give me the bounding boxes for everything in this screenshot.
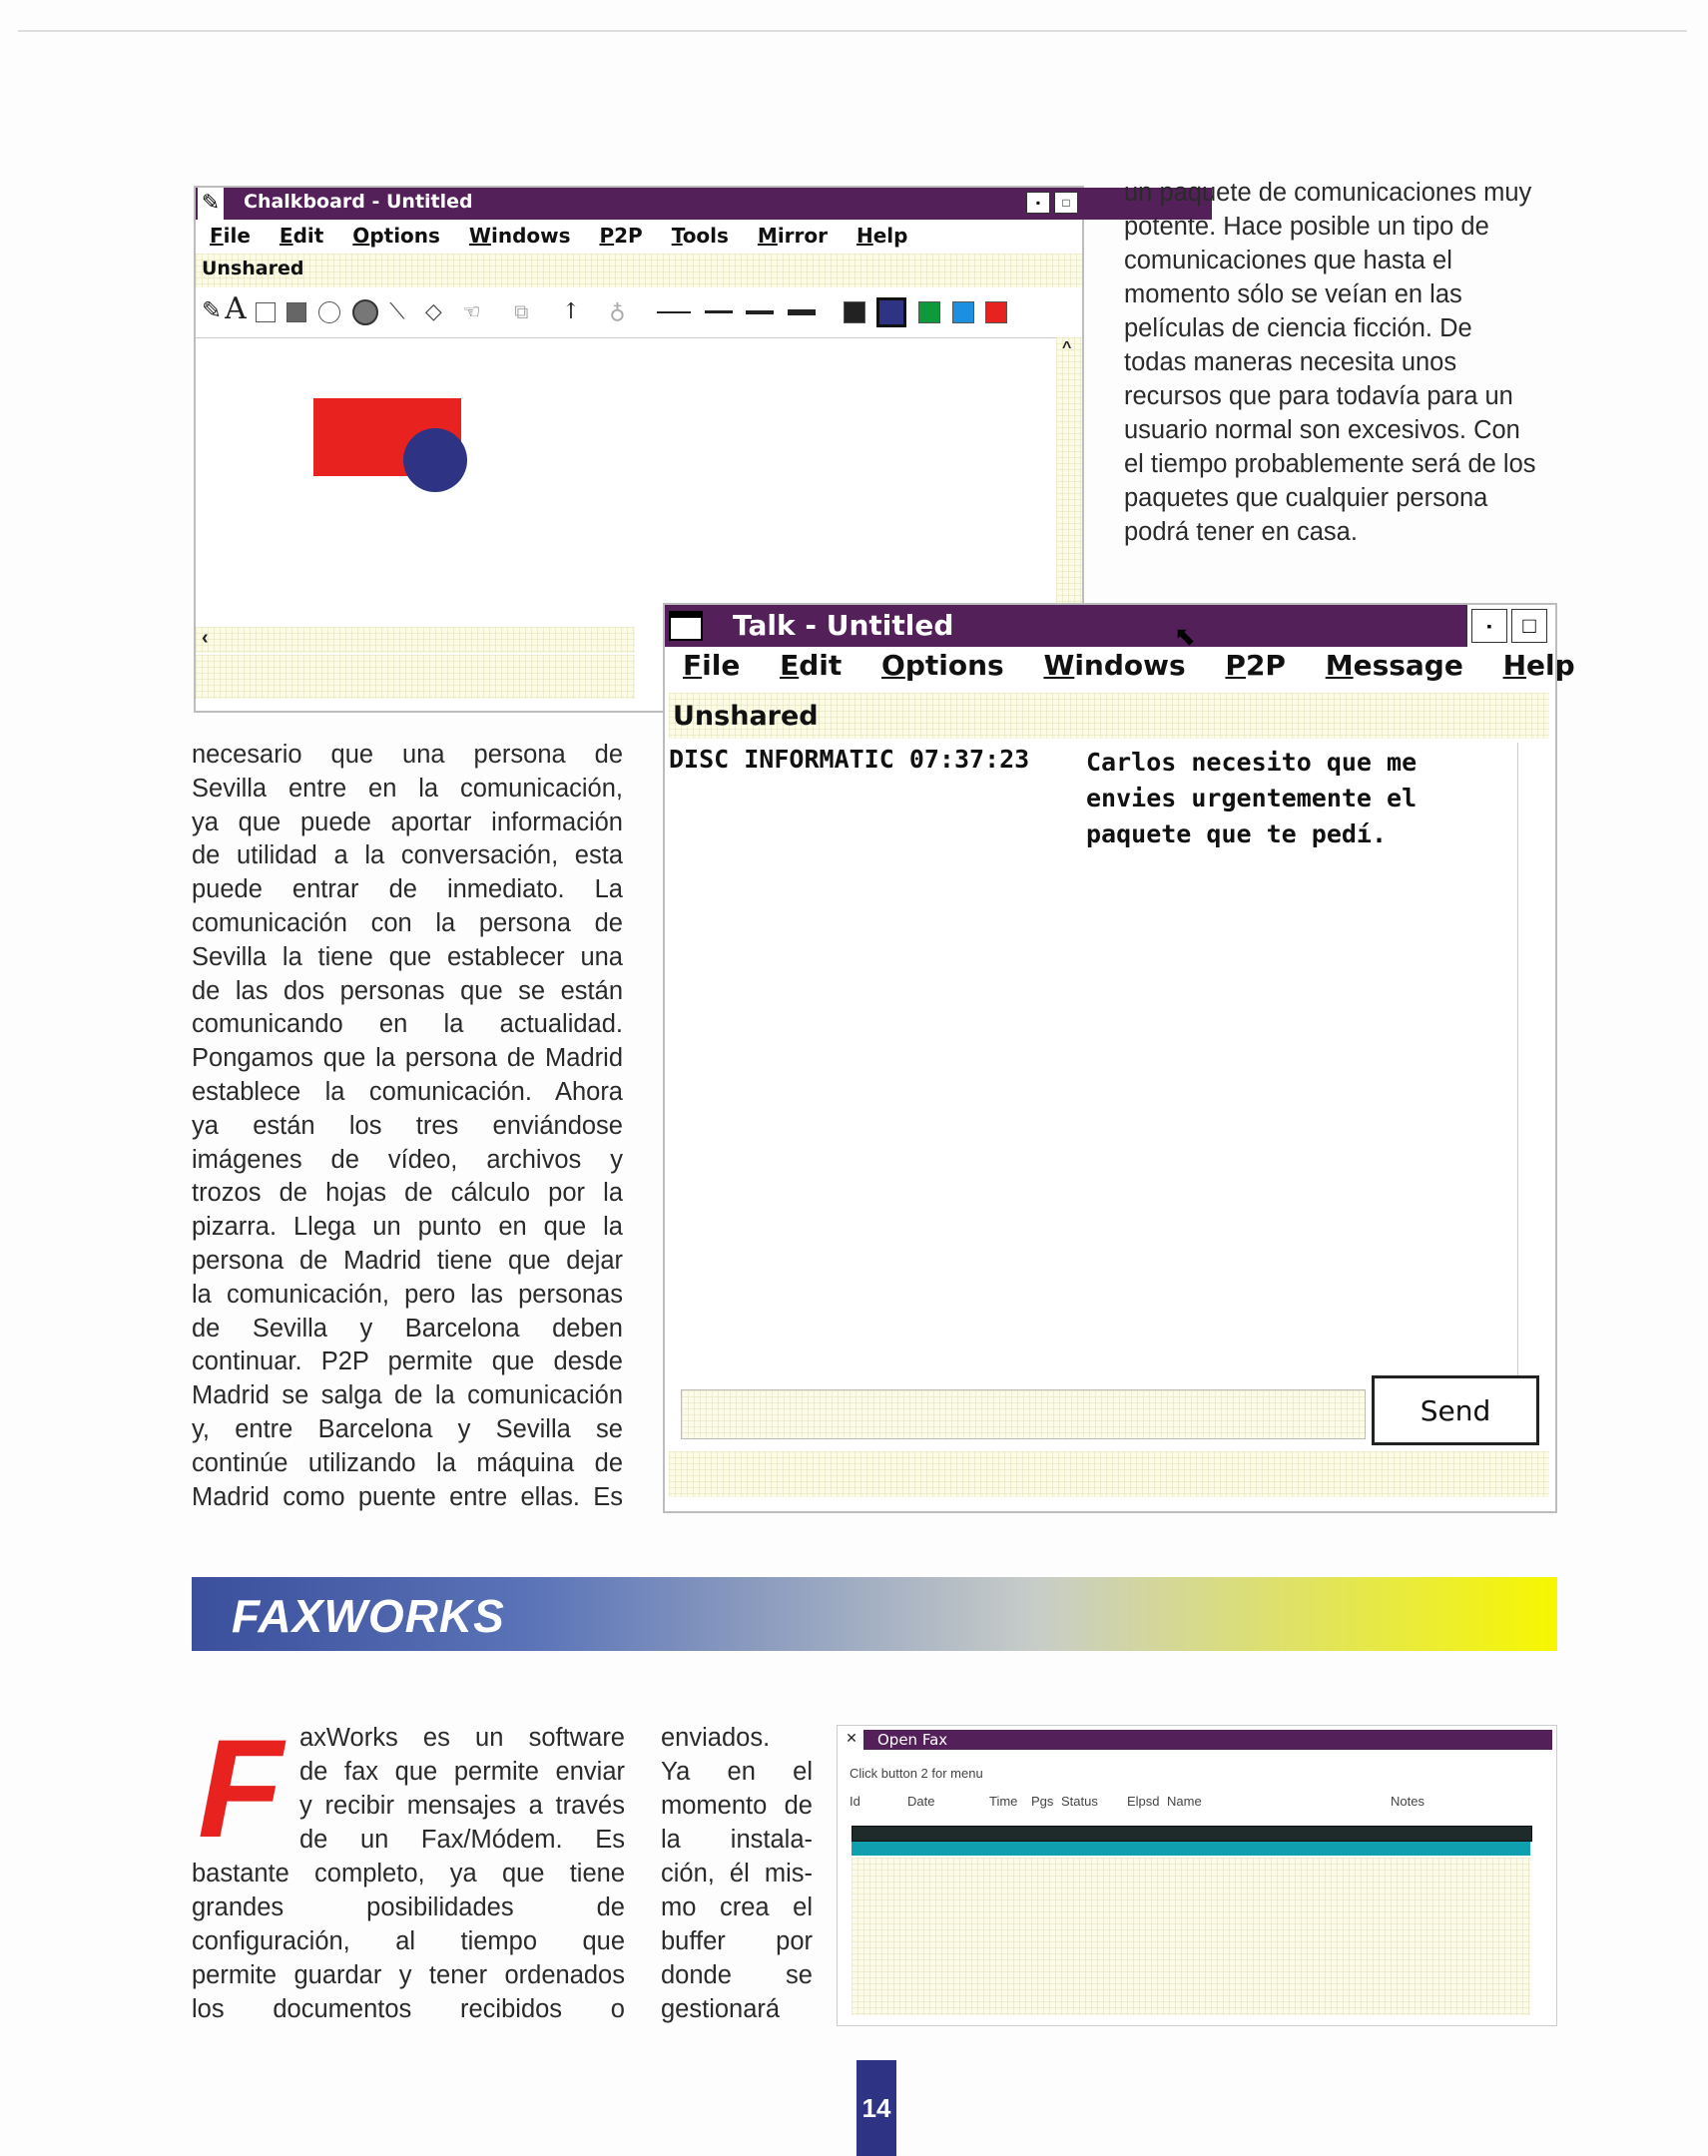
color-navy-swatch[interactable] [876,297,906,327]
text-line: imágenes de vídeo, archivos y [192,1145,623,1174]
menu-tools[interactable]: Tools [671,224,729,248]
color-cyan-swatch[interactable] [952,301,974,323]
text-line: ción, él mis- [661,1860,813,1887]
eraser-tool-icon[interactable]: ◇ [424,299,442,324]
menu-file[interactable]: File [210,224,251,248]
fax-list-empty-area [852,1858,1530,2015]
column-name[interactable]: Name [1167,1794,1202,1809]
color-black-swatch[interactable] [844,301,865,323]
talk-window [663,603,1575,1513]
menu-edit[interactable]: Edit [279,224,324,248]
text-line: persona de Madrid tiene que dejar [192,1246,623,1275]
chalkboard-toolbar [200,291,1082,331]
text-line: permite guardar y tener ordenados [192,1961,625,1989]
pen-tool-icon[interactable]: ✎ [201,296,223,324]
faxworks-banner [192,1577,1557,1651]
open-fax-window [837,1725,1557,2026]
line-medium-icon[interactable] [705,310,733,313]
talk-status: Unshared [673,701,819,732]
page-number: 14 [861,2092,891,2123]
line-heavy-icon[interactable] [788,309,816,315]
text-line: todas maneras necesita unos [1124,348,1457,376]
menu-windows[interactable]: Windows [468,224,571,248]
article-left-column [192,739,623,1514]
line-thick-icon[interactable] [746,310,774,314]
chalkboard-title: Chalkboard - Untitled [244,191,473,213]
text-line: un paquete de comunicaciones muy [1124,179,1532,207]
open-fax-title: Open Fax [877,1731,948,1749]
text-line: necesario que una persona de [192,741,623,769]
text-line: Madrid se salga de la comunicación [192,1381,623,1410]
top-rule [18,30,1687,32]
text-line: y recibir mensajes a través [299,1792,625,1820]
rectangle-tool-icon[interactable] [256,302,276,322]
text-line: de las dos personas que se están [192,976,623,1005]
text-line: configuración, al tiempo que [192,1927,625,1955]
talk-menubar [683,649,1575,682]
column-pgs[interactable]: Pgs [1031,1794,1054,1809]
chalkboard-status: Unshared [202,258,304,279]
faxworks-heading: FAXWORKS [232,1590,505,1642]
article-top-right [1124,176,1555,549]
text-line: comunicando en la actualidad. [192,1010,623,1039]
text-line: la comunicación, pero las personas [192,1280,623,1309]
filled-ellipse-tool-icon[interactable] [352,299,378,325]
talk-menu-file[interactable]: File [683,649,741,682]
menu-options[interactable]: Options [352,224,440,248]
text-line: continuar. P2P permite que desde [192,1348,623,1376]
text-line: puede entrar de inmediato. La [192,875,623,904]
text-line: los documentos recibidos o [192,1995,625,2023]
stamp-tool-icon[interactable]: ♁ [609,299,626,324]
text-line: ya están los tres enviándose [192,1111,623,1140]
message-body [1086,745,1417,852]
text-line: continúe utilizando la máquina de [192,1448,623,1477]
talk-bottom-bar [669,1451,1549,1497]
text-line: momento sólo se veían en las [1124,280,1462,308]
maximize-button[interactable]: □ [1054,192,1078,214]
page-number-tab [856,2060,896,2156]
insert-tool-icon[interactable]: ↑ [561,299,581,324]
text-line: bastante completo, ya que tiene [192,1860,625,1887]
text-line: axWorks es un software [299,1724,625,1752]
column-notes[interactable]: Notes [1391,1794,1424,1809]
message-input[interactable] [681,1389,1366,1439]
text-line: la instala- [661,1826,813,1854]
filled-rectangle-tool-icon[interactable] [286,302,306,322]
column-elpsd[interactable]: Elpsd [1127,1794,1160,1809]
talk-menu-windows[interactable]: Windows [1043,649,1186,682]
talk-transcript [669,743,1517,1381]
text-line: de fax que permite enviar [299,1758,625,1786]
chalkboard-vertical-scrollbar[interactable] [1056,337,1082,627]
text-line: películas de ciencia ficción. De [1124,314,1472,342]
send-label: Send [1420,1393,1491,1427]
text-line: Pongamos que la persona de Madrid [192,1044,623,1073]
text-line: comunicación con la persona de [192,908,623,937]
talk-maximize-button[interactable]: □ [1511,609,1547,643]
text-line: establece la comunicación. Ahora [192,1077,623,1106]
text-line: recursos que para todavía para un [1124,382,1513,410]
message-line: Carlos necesito que me [1086,748,1418,777]
column-date[interactable]: Date [907,1794,935,1809]
open-fax-titlebar [863,1730,1552,1750]
text-line: y, entre Barcelona y Sevilla se [192,1414,623,1443]
text-line: paquetes que cualquier persona [1124,484,1488,512]
talk-menu-help[interactable]: Help [1502,649,1575,682]
drop-cap: F [198,1710,284,1867]
text-line: Sevilla la tiene que establecer una [192,942,623,971]
text-line: ya que puede aportar información [192,808,623,836]
text-line: buffer por [661,1927,813,1955]
hand-tool-icon[interactable]: ☜ [462,299,481,323]
text-line: podrá tener en casa. [1124,518,1358,546]
ellipse-tool-icon[interactable] [318,301,340,323]
text-line: el tiempo probablemente será de los [1124,450,1536,478]
column-time[interactable]: Time [989,1794,1018,1809]
chalkboard-status-bar [196,254,1082,287]
open-fax-hint: Click button 2 for menu [850,1766,983,1781]
color-red-swatch[interactable] [985,301,1007,323]
message-sender: DISC INFORMATIC 07:37:23 [669,745,1030,774]
window-menu-icon[interactable] [669,611,703,641]
text-line: de un Fax/Módem. Es [299,1826,625,1854]
send-button[interactable] [1372,1375,1539,1445]
text-line: donde se [661,1961,813,1989]
text-line: gestionará [661,1995,781,2023]
text-line: comunicaciones que hasta el [1124,247,1452,274]
pencil-icon: ✎ [198,188,224,220]
talk-titlebar [665,605,1467,647]
line-thin-icon[interactable] [657,311,691,313]
column-status[interactable]: Status [1061,1794,1098,1809]
text-tool-icon[interactable]: A [225,291,247,326]
text-line: trozos de hojas de cálculo por la [192,1179,623,1208]
line-tool-icon[interactable]: ⟍ [389,299,405,324]
scroll-left-icon[interactable]: ‹ [202,627,209,649]
message-line: paquete que te pedí. [1086,819,1388,848]
column-id[interactable]: Id [850,1794,860,1809]
text-line: pizarra. Llega un punto en que la [192,1213,623,1242]
chalkboard-horizontal-scrollbar[interactable] [196,627,635,653]
menu-mirror[interactable]: Mirror [757,224,828,248]
talk-vertical-scrollbar[interactable] [1517,743,1546,1381]
talk-menu-edit[interactable]: Edit [780,649,843,682]
menu-p2p[interactable]: P2P [599,224,643,248]
color-green-swatch[interactable] [918,301,940,323]
talk-status-bar [669,693,1549,739]
text-line: momento de [661,1792,813,1820]
faxworks-column-1-indented [299,1721,625,1857]
fax-row-selected[interactable] [852,1826,1532,1842]
talk-title: Talk - Untitled [733,609,954,642]
text-line: usuario normal son excesivos. Con [1124,416,1520,444]
menu-help[interactable]: Help [855,224,908,248]
copy-tool-icon[interactable]: ⧉ [514,299,529,323]
fax-row-highlight[interactable] [852,1842,1530,1856]
message-line: envies urgentemente el [1086,784,1418,812]
text-line: grandes posibilidades de [192,1893,625,1921]
open-fax-control-menu[interactable]: ✕ [846,1730,857,1746]
chalkboard-menubar [210,224,907,248]
text-line: de Sevilla y Barcelona deben [192,1314,623,1343]
text-line: Sevilla entre en la comunicación, [192,774,623,803]
faxworks-column-1 [192,1857,625,2026]
faxworks-column-2 [661,1721,813,2026]
text-line: mo crea el [661,1893,813,1921]
text-line: enviados. [661,1724,771,1752]
talk-minimize-button[interactable]: ▪ [1471,609,1507,643]
mouse-cursor-icon: ⬉ [1174,621,1196,651]
navy-circle-shape [403,428,467,492]
text-line: potente. Hace posible un tipo de [1124,213,1489,241]
talk-menu-p2p[interactable]: P2P [1225,649,1286,682]
minimize-button[interactable]: ▪ [1026,192,1050,214]
chalkboard-bottom-strip [196,655,635,699]
talk-menu-message[interactable]: Message [1325,649,1463,682]
scroll-up-icon[interactable]: ^ [1062,339,1072,356]
text-line: de utilidad a la conversación, esta [192,841,623,870]
text-line: Madrid como puente entre ellas. Es [192,1482,623,1511]
chalkboard-canvas[interactable] [196,337,1056,626]
text-line: Ya en el [661,1758,813,1786]
talk-menu-options[interactable]: Options [881,649,1004,682]
